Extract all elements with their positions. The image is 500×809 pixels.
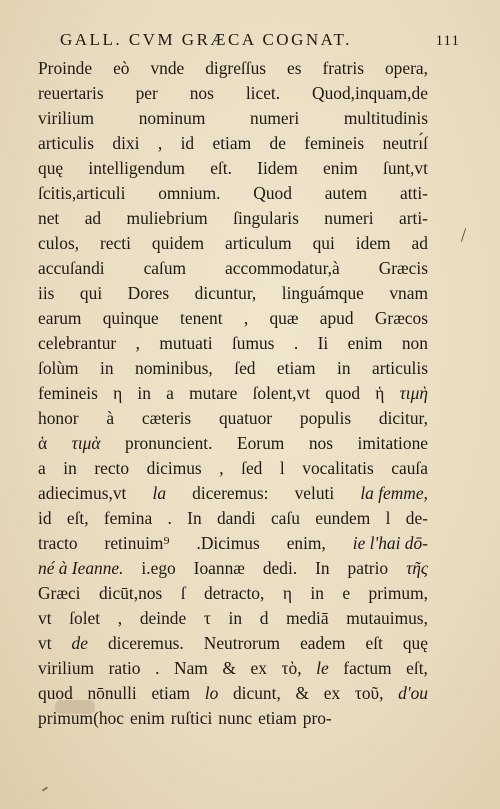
word: a [38,458,46,478]
text-line [38,656,428,681]
text-line [38,256,428,281]
word: enim [129,708,165,728]
word: dicitur, [378,408,428,428]
word: ſolet [69,608,101,628]
word: dicunt, [232,683,281,703]
word: τοῦ, [354,683,384,703]
word: enim, [286,533,326,553]
word: vnam [389,283,428,303]
word: recto [94,458,130,478]
word: de- [405,508,428,528]
word: dicimus [146,458,202,478]
word: in [337,358,351,378]
word: multitudinis [343,108,428,128]
word: ie l'hai dō- [352,533,428,553]
word: , [117,608,123,628]
word: nunc [218,708,253,728]
word: accommodatur,à [225,258,340,278]
word: numeri [250,108,300,128]
word: etiam [212,133,252,153]
word: Dores [127,283,170,303]
word: dandi [216,508,256,528]
word: neutrı́ſ [382,133,428,153]
word: vnde [150,58,185,78]
word: mutare [189,383,238,403]
word: articulis [371,358,428,378]
word: articulis [38,133,95,153]
word: la [152,483,167,503]
word: atti- [399,183,428,203]
word: vt [38,633,52,653]
text-line [38,106,428,131]
word: nōnulli [87,683,137,703]
word: imitatione [357,433,428,453]
word: eſt, [406,658,428,678]
word: intelligendum [88,158,185,178]
word: le [316,658,329,678]
text-line [38,581,428,606]
word: ſed [234,358,256,378]
marginal-mark [461,228,466,242]
word: virilium [38,658,95,678]
body-text [38,56,428,731]
word: nos [189,83,214,103]
word: digreſſus [205,58,267,78]
word: caſu [270,508,300,528]
word: quę [402,633,428,653]
word: Eorum [236,433,285,453]
word: d [259,608,269,628]
word: τιμὰ [71,433,101,453]
word: . [167,508,172,528]
word: eſt, [66,508,89,528]
word: , [157,133,163,153]
word: eò [113,58,130,78]
word: ruſtici [170,708,213,728]
word: a [166,383,174,403]
word: ex [323,683,341,703]
word: cauſa [391,458,428,478]
word: quinque [102,308,159,328]
word: non [401,333,428,353]
word: eundem [315,508,371,528]
word: articulum [225,233,292,253]
word: . [155,658,160,678]
word: femineis [304,133,365,153]
word: veluti [294,483,335,503]
text-line [38,406,428,431]
word: fratris [322,58,364,78]
word: opera, [384,58,428,78]
word: ſolùm [38,358,79,378]
word: dicūt,nos [98,583,163,603]
text-line [38,81,428,106]
word: quod [38,683,73,703]
word: τ [203,608,211,628]
word: detracto, [204,583,265,603]
word: quod [325,383,361,403]
word: in [63,458,77,478]
text-line [38,281,428,306]
word: linguámque [281,283,364,303]
text-line [38,631,428,656]
word: ſcitis,articuli [38,183,126,203]
word: e [342,583,351,603]
word: deinde [139,608,187,628]
word: qui [312,233,335,253]
word: Græcis [378,258,428,278]
word: autem [324,183,368,203]
word: nos [308,433,333,453]
text-line [38,381,428,406]
word: tracto [38,533,78,553]
paper-speck [42,786,48,791]
word: dicuntur, [194,283,257,303]
word: In [187,508,202,528]
word: diceremus: [192,483,269,503]
word: mutauimus, [346,608,428,628]
word: Græcos [374,308,428,328]
word: diceremus. [107,633,184,653]
word: qui [79,283,103,303]
text-line [38,306,428,331]
word: Nam [174,658,208,678]
word: de [269,133,286,153]
text-line [38,681,428,706]
word: omnium. [158,183,221,203]
text-line [38,481,428,506]
word: Quod [253,183,292,203]
word: ſunt,vt [383,158,428,178]
word: etiam [258,708,297,728]
word: dedi. [262,558,298,578]
word: ſumus [231,333,275,353]
word: tenent [180,308,223,328]
word: l [385,508,391,528]
word: es [287,58,302,78]
word: ſed [241,458,263,478]
word: Proinde [38,58,93,78]
paper-stain [55,700,95,714]
word: eadem [300,633,346,653]
word: quę [38,158,64,178]
word: τῆς [406,558,428,578]
page-header [60,30,460,50]
word: , [219,458,224,478]
text-line [38,531,428,556]
word: id [38,508,52,528]
word: patrio [347,558,389,578]
word: id [180,133,195,153]
word: numeri [324,208,374,228]
word: populis [299,408,352,428]
word: quatuor [218,408,273,428]
word: licet. [245,83,281,103]
word: & [295,683,310,703]
word: pro- [302,708,332,728]
word: nominum [138,108,206,128]
word: Quod,inquam,de [312,83,428,103]
text-line [38,206,428,231]
text-line [38,606,428,631]
word: honor [38,408,79,428]
word: ad [84,208,102,228]
word: ſolent,vt [252,383,311,403]
word: ſ [180,583,186,603]
word: la femme, [360,483,428,503]
word: .Dicimus [196,533,260,553]
word: in [100,358,114,378]
word: per [135,83,158,103]
word: quæ [269,308,299,328]
word: etiam [151,683,191,703]
word: pronuncient. [125,433,213,453]
word: cæteris [141,408,192,428]
word: ratio [108,658,141,678]
word: l [279,458,285,478]
word: , [243,308,249,328]
word: τὸ, [281,658,302,678]
word: Neutrorum [203,633,281,653]
page-number: 111 [435,33,460,49]
word: vt [38,608,52,628]
word: in [137,383,151,403]
word: & [222,658,236,678]
word: η [282,583,292,603]
word: mutuati [159,333,213,353]
word: mediā [286,608,329,628]
word: . [293,333,299,353]
word: Ii [317,333,329,353]
word: ad [411,233,428,253]
word: primum(hoc [38,708,124,728]
word: , [135,333,140,353]
text-line [38,506,428,531]
word: retinuim⁹ [104,533,170,553]
word: apud [319,308,354,328]
word: factum [343,658,392,678]
word: ſingularis [233,208,299,228]
word: η [113,383,123,403]
word: femina [103,508,153,528]
text-line [38,456,428,481]
word: In [315,558,330,578]
text-line [38,156,428,181]
word: in [310,583,324,603]
word: earum [38,308,82,328]
word: Ioannæ [193,558,245,578]
text-line [38,431,428,456]
word: ex [250,658,267,678]
word: arti- [398,208,428,228]
text-line [38,331,428,356]
word: virilium [38,108,95,128]
word: ἁ [38,433,48,453]
word: culos, [38,233,80,253]
word: vocalitatis [302,458,374,478]
text-line [38,356,428,381]
word: recti [100,233,131,253]
text-line [38,556,428,581]
word: eſt. [210,158,232,178]
word: primum, [368,583,428,603]
word: quidem [151,233,205,253]
text-line [38,131,428,156]
word: accuſandi [38,258,105,278]
word: muliebrium [126,208,208,228]
word: reuertaris [38,83,104,103]
running-head: GALL. CVM GRÆCA COGNAT. [60,30,352,49]
word: Græci [38,583,81,603]
word: idem [355,233,391,253]
word: femineis [38,383,98,403]
word: à [106,408,115,428]
word: net [38,208,60,228]
word: i.ego [141,558,176,578]
word: τιμὴ [399,383,428,403]
word: enim [322,158,358,178]
word: né à Ieanne. [38,558,124,578]
text-line [38,231,428,256]
word: iis [38,283,55,303]
word: Iidem [257,158,298,178]
word: eſt [365,633,383,653]
word: d'ou [398,683,428,703]
word: adiecimus,vt [38,483,127,503]
word: lo [204,683,219,703]
word: in [228,608,243,628]
word: nominibus, [135,358,213,378]
word: enim [347,333,383,353]
text-line [38,56,428,81]
word: etiam [276,358,316,378]
word: ἡ [375,383,385,403]
word: de [71,633,88,653]
word: caſum [143,258,187,278]
word: dixi [112,133,140,153]
text-line [38,181,428,206]
text-line [38,706,428,731]
word: celebrantur [38,333,117,353]
